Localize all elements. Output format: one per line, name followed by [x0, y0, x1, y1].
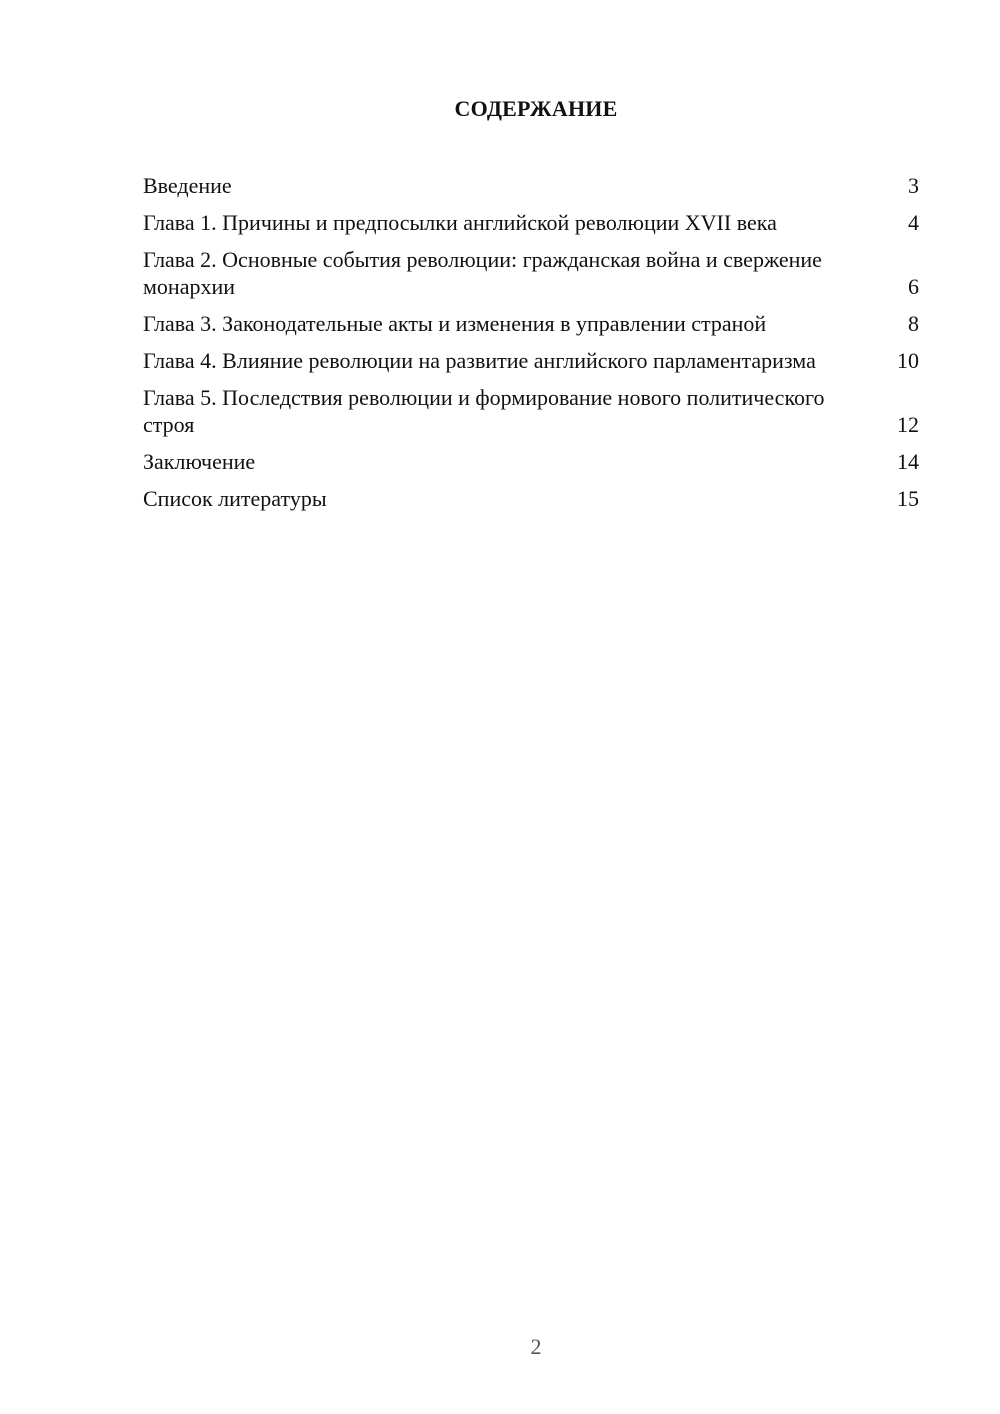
toc-entry-chapter-3[interactable]	[143, 310, 919, 337]
page-number: 2	[530, 1334, 542, 1359]
table-of-contents	[143, 172, 919, 522]
toc-entry-page: 10	[897, 348, 919, 373]
toc-entry-page: 3	[908, 173, 919, 198]
toc-entry-text: Список литературы	[143, 486, 327, 511]
page-title: СОДЕРЖАНИЕ	[454, 96, 618, 121]
toc-entry-page: 12	[897, 412, 919, 437]
toc-entry-introduction[interactable]	[143, 172, 919, 199]
toc-entry-chapter-4[interactable]	[143, 347, 919, 374]
toc-entry-text: Введение	[143, 173, 232, 198]
toc-entry-text: Глава 3. Законодательные акты и изменения в управлении страной	[143, 311, 767, 336]
toc-entry-page: 6	[908, 274, 919, 299]
toc-entry-conclusion[interactable]	[143, 448, 919, 475]
toc-entry-references[interactable]	[143, 485, 919, 512]
toc-entry-page: 15	[897, 486, 919, 511]
toc-entry-text: Глава 4. Влияние революции на развитие английского парламентаризма	[143, 348, 816, 373]
toc-entry-text: Заключение	[143, 449, 256, 474]
toc-entry-page: 14	[897, 449, 919, 474]
toc-entry-page: 8	[908, 311, 919, 336]
toc-entry-page: 4	[908, 210, 919, 235]
toc-entry-text: Глава 5. Последствия революции и формирование нового политического строя	[143, 385, 825, 437]
toc-entry-text: Глава 1. Причины и предпосылки английской революции XVII века	[143, 210, 777, 235]
toc-entry-text: Глава 2. Основные события революции: гражданская война и свержение монархии	[143, 247, 822, 299]
toc-entry-chapter-1[interactable]	[143, 209, 919, 236]
toc-entry-chapter-2[interactable]	[143, 246, 919, 300]
toc-entry-chapter-5[interactable]	[143, 384, 919, 438]
